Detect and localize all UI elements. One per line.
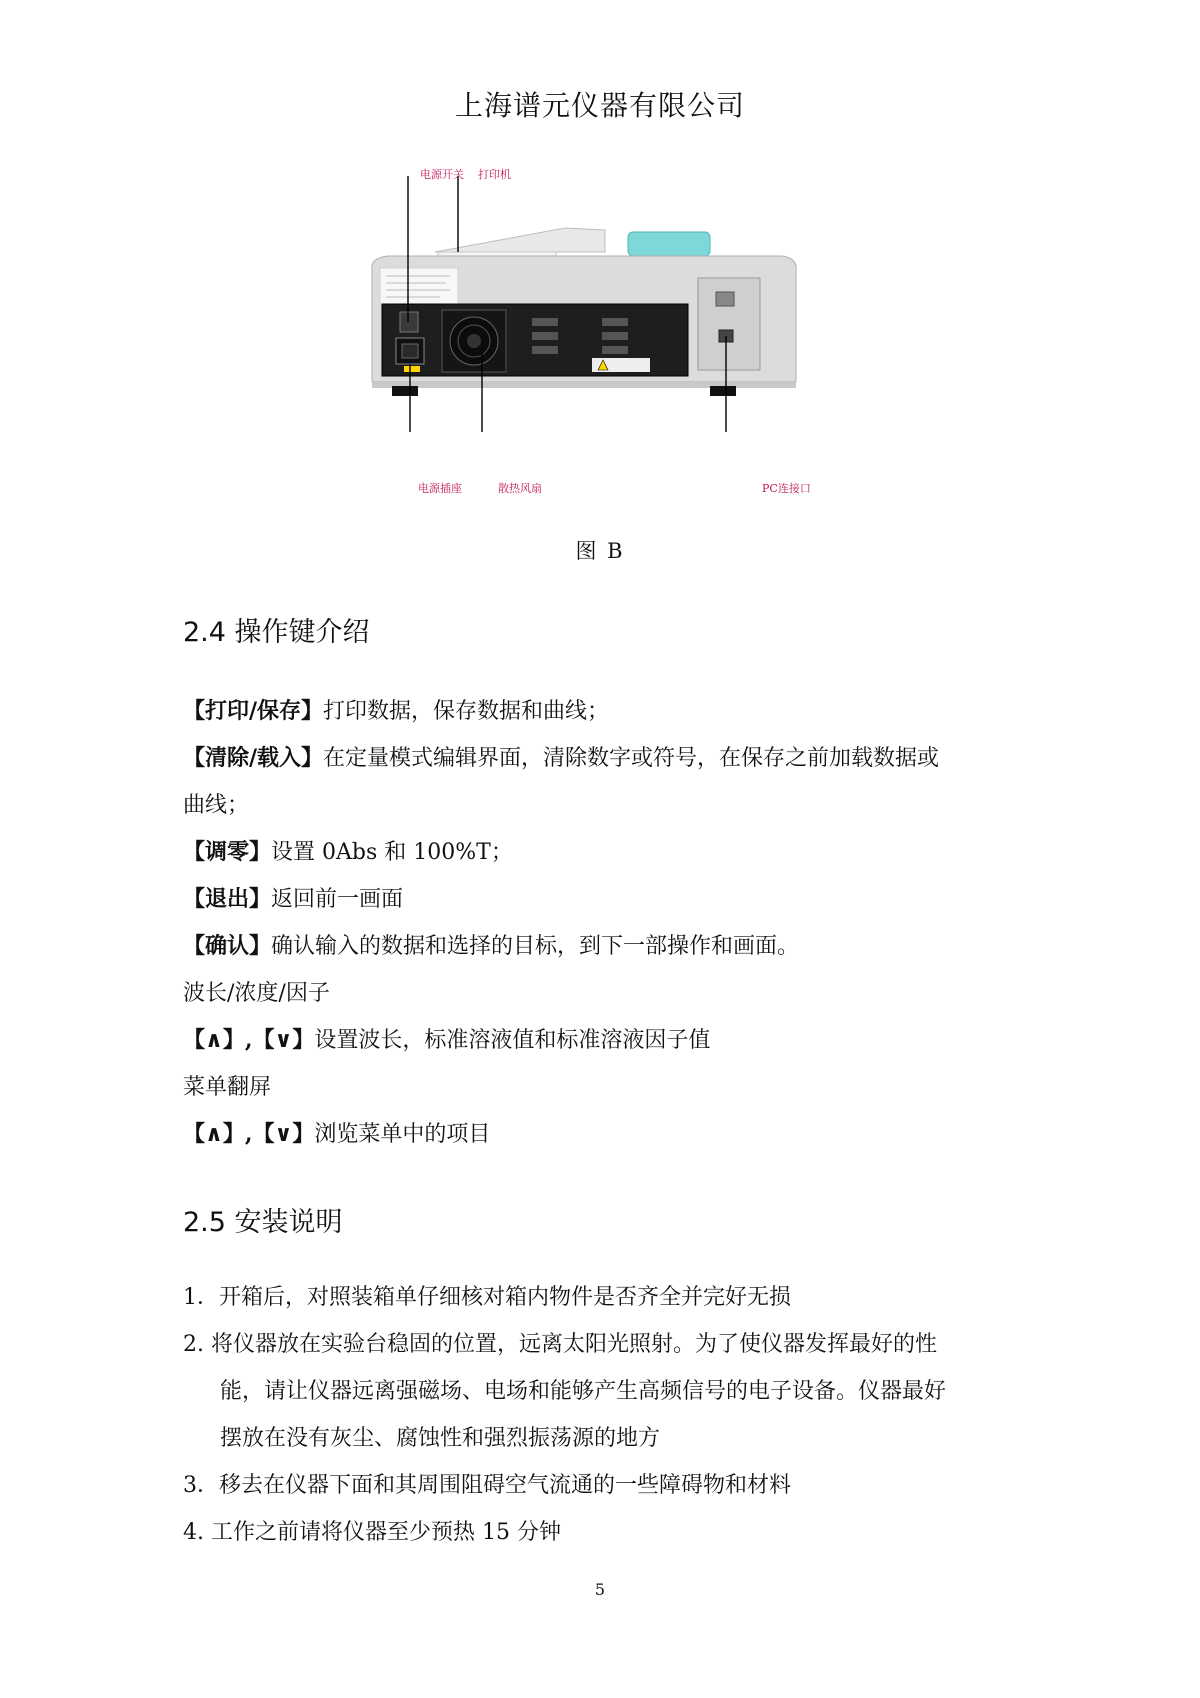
install-step-2-cont: 摆放在没有灰尘、腐蚀性和强烈振荡源的地方 (220, 1426, 661, 1451)
key-item-updown-wavelength (183, 1017, 1023, 1064)
figure-caption: 图 B (575, 539, 625, 563)
install-step-1: 1．开箱后，对照装箱单仔细核对箱内物件是否齐全并完好无损 (183, 1285, 791, 1310)
key-label: 【调零】 (183, 839, 272, 865)
install-step-4: 4. 工作之前请将仪器至少预热 15 分钟 (183, 1520, 561, 1545)
key-desc: 在定量模式编辑界面，清除数字或符号，在保存之前加载数据或 (323, 746, 940, 771)
key-label: 【∧】,【∨】 (183, 1027, 315, 1053)
key-group-wavelength (183, 970, 1023, 1017)
key-desc: 设置 0Abs 和 100%T； (271, 840, 513, 865)
key-label: 【∧】,【∨】 (183, 1121, 315, 1147)
key-group-menu (183, 1064, 1023, 1111)
key-item-exit (183, 876, 1023, 923)
key-label: 【打印/保存】 (183, 698, 324, 724)
key-desc: 波长/浓度/因子 (183, 981, 330, 1006)
instrument-rear-figure (370, 160, 850, 500)
key-item-print-save (183, 688, 1023, 735)
installation-list (183, 1274, 1043, 1556)
page-number: 5 (594, 1580, 606, 1599)
instrument-rear-illustration (370, 160, 850, 500)
callout-pc-port: PC连接口 (762, 482, 811, 495)
install-step-2: 2. 将仪器放在实验台稳固的位置，远离太阳光照射。为了使仪器发挥最好的性 (183, 1332, 937, 1357)
callout-power-socket: 电源插座 (418, 482, 462, 495)
key-desc: 返回前一画面 (271, 887, 404, 912)
callout-printer: 打印机 (478, 168, 511, 181)
key-desc: 曲线； (183, 793, 250, 818)
key-desc: 确认输入的数据和选择的目标，到下一部操作和画面。 (271, 934, 800, 959)
key-item-zero (183, 829, 1023, 876)
section-title-2-5: 2.5 安装说明 (183, 1207, 343, 1238)
key-item-updown-menu (183, 1111, 1023, 1158)
callout-fan: 散热风扇 (498, 482, 542, 495)
key-desc: 设置波长，标准溶液值和标准溶液因子值 (314, 1028, 711, 1053)
key-item-clear-load-cont (183, 782, 1023, 829)
key-desc: 菜单翻屏 (183, 1075, 272, 1100)
company-header: 上海谱元仪器有限公司 (454, 89, 745, 122)
operation-keys-list (183, 688, 1023, 1158)
key-label: 【清除/载入】 (183, 745, 324, 771)
key-desc: 打印数据，保存数据和曲线； (323, 699, 610, 724)
key-label: 【退出】 (183, 886, 272, 912)
section-title-2-4: 2.4 操作键介绍 (183, 617, 370, 648)
key-label: 【确认】 (183, 933, 272, 959)
callout-power-switch: 电源开关 (420, 168, 464, 181)
install-step-2-cont: 能，请让仪器远离强磁场、电场和能够产生高频信号的电子设备。仪器最好 (220, 1379, 947, 1404)
key-item-confirm (183, 923, 1023, 970)
key-desc: 浏览菜单中的项目 (314, 1122, 491, 1147)
key-item-clear-load (183, 735, 1023, 782)
install-step-3: 3．移去在仪器下面和其周围阻碍空气流通的一些障碍物和材料 (183, 1473, 791, 1498)
